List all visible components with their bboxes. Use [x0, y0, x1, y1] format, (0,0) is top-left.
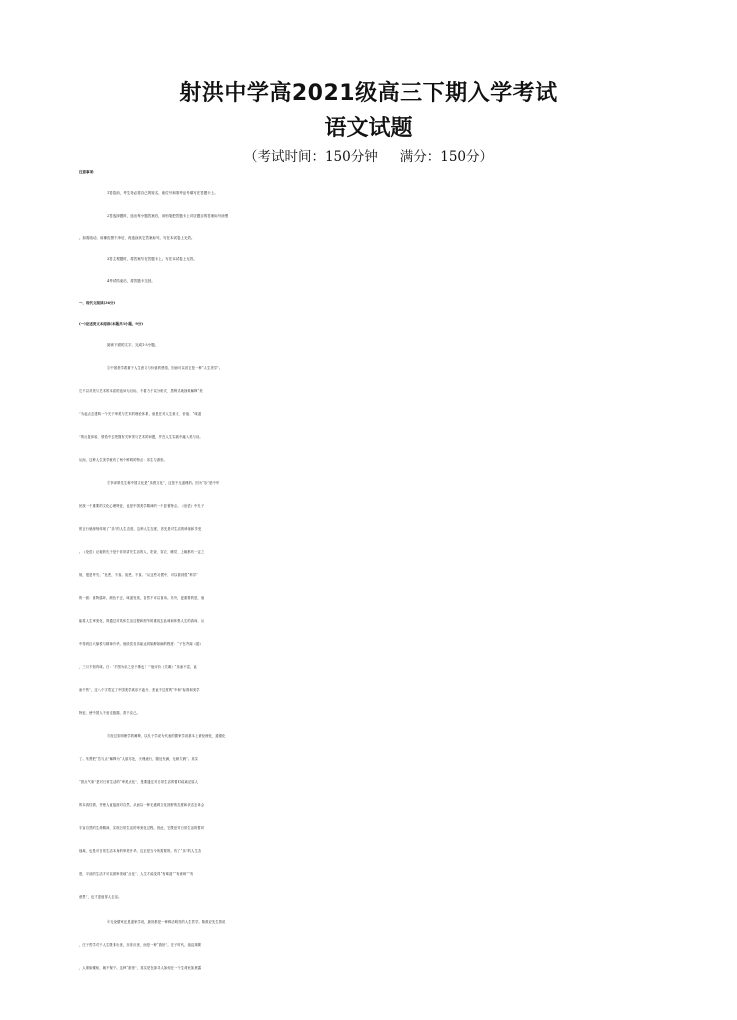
article-line: 它不以对美与艺术的本质的追问为目标，不着力于以分析式、思辨式地抽象解释“美 [79, 389, 203, 393]
article-line: 度，平淡的生活才可以被审美地“点化”，人生才能变得“有味道”“有意味”“有 [79, 872, 194, 876]
article-line: 抽离，也是对日常生活本身的审美升华。这正是当今所需要的。有了“乐”的人生态 [79, 849, 202, 853]
article-line: “曾点气象”是对日常生活的“审美点化”，是要通过对日常生活的暂时疏离还原人 [79, 780, 199, 784]
article-line: ④无论儒家还是道家学说，最初都是一种鲜活明亮的人生哲学。陈鼓应先生曾说 [107, 920, 226, 924]
article-line: ②李泽厚先生称中国文化是“乐感文化”，这是不无道理的。因为“乐”是中华 [107, 481, 220, 485]
article-line: ①中国美学着重于人生意义与价值的感悟，因而可以说它是一种“人生美学”。 [107, 366, 223, 370]
article-line: 民族一个重要的文化心理特征，也是中国美学精神的一个显著特点。《论语》中孔子 [79, 504, 205, 508]
exam-title: 射洪中学高2021级高三下期入学考试 [179, 81, 558, 106]
article-line: 规，很是考究。“色恶，不食。臭恶，不食。”从这些习惯中，可以看到很“科学” [79, 573, 199, 577]
notes-item: 4考试结束后，将答题卡交回。 [107, 279, 155, 283]
notes-heading: 注意事项： [79, 170, 97, 174]
section-subheading: (一)论述类文本阅读(本题共3小题，9分) [79, 322, 143, 326]
article-line: 的言行就深刻体现了“乐”的人生态度。这种人生态度，首先是对生活的珍视和享受 [79, 527, 202, 531]
article-line: ，人命如蝼蚁，朝不保夕。这种“游世”，其实是在探寻人如何在一个生命危如晨露 [79, 966, 202, 970]
notes-item: 1答卷前，考生务必将自己的姓名、座位号和准考证号填写在答题卡上。 [107, 191, 218, 195]
article-line: ③经过宋明理学的阐释，以孔子学说为代表的儒家学说基本上被伦理化、道德化 [107, 734, 226, 738]
article-line: 的一面：食物腐坏，颜色不正，味道发臭，自然不可以食用。另外，更重要的是，他 [79, 596, 205, 600]
article-line: 了。朱熹把“吾与点”解释为“人欲尽处，天理流行，随处充满，无稍欠阙”。其实 [79, 757, 199, 761]
article-line: 宇宙自然的生命精神，实现日常生活的审美化过程。因此，它既是对日常生活的暂时 [79, 826, 205, 830]
section-heading: 一、现代文阅读(36分) [79, 301, 116, 305]
exam-time: （考试时间：150分钟 [243, 149, 378, 165]
article-line: 的本真性情，并使人直接面对自然，从而以一种无遮碍文化视野的态度和状态去体会 [79, 803, 205, 807]
exam-info [0, 145, 737, 165]
notes-item: 3答主观题时，将答案写在答题卡上。写在本试卷上无效。 [107, 257, 197, 261]
article-line: 。《论语》记载的孔子是个非常讲究生活的人，吃饭、穿衣、睡觉、上朝都有一定之 [79, 550, 205, 554]
notes-item: 2答选择题时，选出每小题答案后，用铅笔把答题卡上对应题目的答案标号涂黑 [107, 214, 229, 218]
article-line: 中得到巨大愉悦与精神升华。他欣赏音乐能达到如醉如痴的程度：“子在齐闻《韶》 [79, 642, 203, 646]
article-line: ，庄子哲学对于人生既非出世，亦非厌世，而是一种“游世”。庄子时代，战乱频繁 [79, 943, 202, 947]
article-line: ”的反复体验、领悟中去把握有关审美与艺术的问题，并在人生实践中融入美与诗。 [79, 435, 203, 439]
exam-score: 满分：150分） [399, 149, 494, 165]
notes-item: 。如需改动，用橡皮擦干净后，再选涂其它答案标号。写在本试卷上无效。 [79, 236, 195, 240]
article-line: 从而，这种人生美学就有了两个鲜明的特点：乐生与游世。 [79, 458, 168, 462]
article-line: ”为起点去建构一个关于审美与艺术的理论体系，而是在对人生意义、价值、“味道 [79, 412, 202, 416]
article-line: ，三月不知肉味。曰：‘不图为乐之至于斯也！’”他评价《关雎》“乐而不淫，哀 [79, 665, 197, 669]
reading-instruction: 阅读下面的文字，完成1-3小题。 [107, 343, 159, 347]
article-line: 能将人生审美化，即通过对具体生活过程和细节的重视去品味和体察人生的真谛，从 [79, 619, 205, 623]
article-line: 而不伤”，这八个字奠定了中国美学欢乐不逾分、悲哀不过度的“中和”标准和美学 [79, 688, 200, 692]
exam-subject-title: 语文试题 [324, 116, 413, 141]
article-line: 特征，使中国人不爱走极端，善于克己。 [79, 711, 140, 715]
article-line: 意思”，也才更值得人去活。 [79, 895, 122, 899]
